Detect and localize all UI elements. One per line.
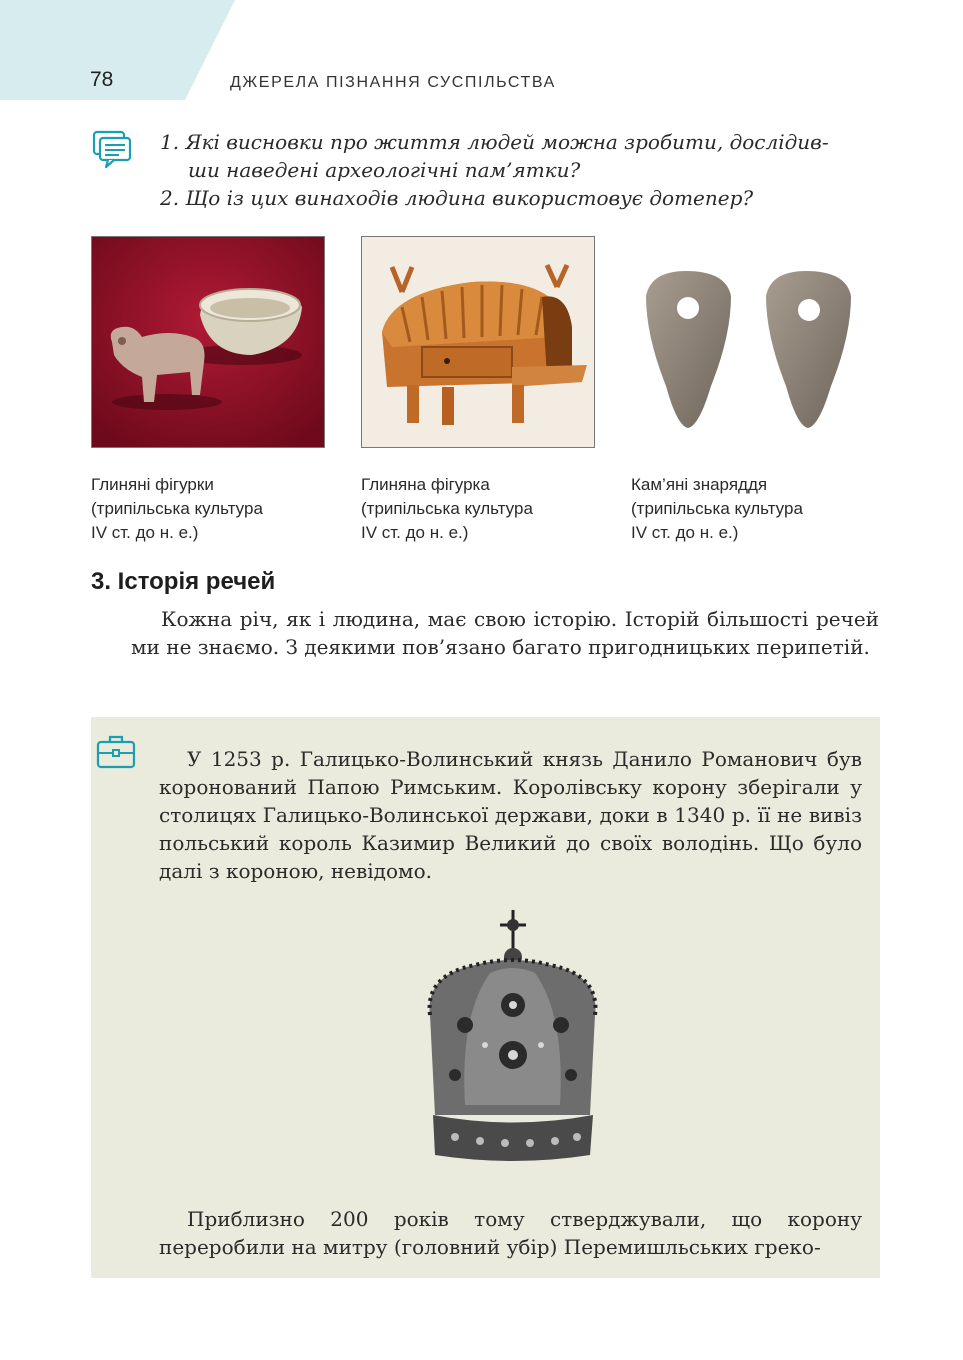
question-2: 2. Що із цих винаходів людина використовує дотепер? bbox=[160, 186, 754, 210]
photo-clay-figurines bbox=[91, 236, 325, 448]
caption-stone-tools: Кам’яні знаряддя (трипільська культура IV ст. до н. е.) bbox=[631, 475, 803, 542]
section-title: 3. Історія речей bbox=[91, 568, 276, 595]
photo-stone-tools bbox=[631, 236, 863, 446]
briefcase-icon bbox=[96, 733, 136, 769]
page-tab-decoration bbox=[0, 0, 235, 100]
crown-image bbox=[405, 905, 620, 1175]
info-paragraph-1: У 1253 р. Галицько-Волинський князь Данило Романович був коронований Папою Римським. Королівську корону зберігали у столицях Галицько-Волинської держави, доки в 1340 р. її не вивіз польський король Казимир Великий до своїх володінь. Що було далі з короною, невідомо. bbox=[159, 747, 862, 883]
question-list bbox=[160, 128, 885, 212]
caption-clay-figurines: Глиняні фігурки (трипільська культура IV ст. до н. е.) bbox=[91, 475, 263, 542]
info-paragraph-2: Приблизно 200 років тому стверджували, що корону переробили на митру (головний убір) Перемишльських греко- bbox=[159, 1207, 862, 1259]
question-1-line-1: 1. Які висновки про життя людей можна зробити, дослідив- bbox=[160, 130, 829, 154]
running-title: ДЖЕРЕЛА ПІЗНАННЯ СУСПІЛЬСТВА bbox=[230, 74, 556, 91]
photo-clay-house-model bbox=[361, 236, 595, 448]
question-1-line-2: ши наведені археологічні пам’ятки? bbox=[188, 158, 581, 182]
discussion-icon bbox=[92, 130, 132, 168]
caption-clay-house-model: Глиняна фігурка (трипільська культура IV ст. до н. е.) bbox=[361, 475, 533, 542]
section-intro: Кожна річ, як і людина, має свою історію. Історій більшості речей ми не знаємо. З деякими пов’язано багато пригодницьких перипетій. bbox=[131, 607, 879, 659]
page-number: 78 bbox=[90, 68, 114, 91]
